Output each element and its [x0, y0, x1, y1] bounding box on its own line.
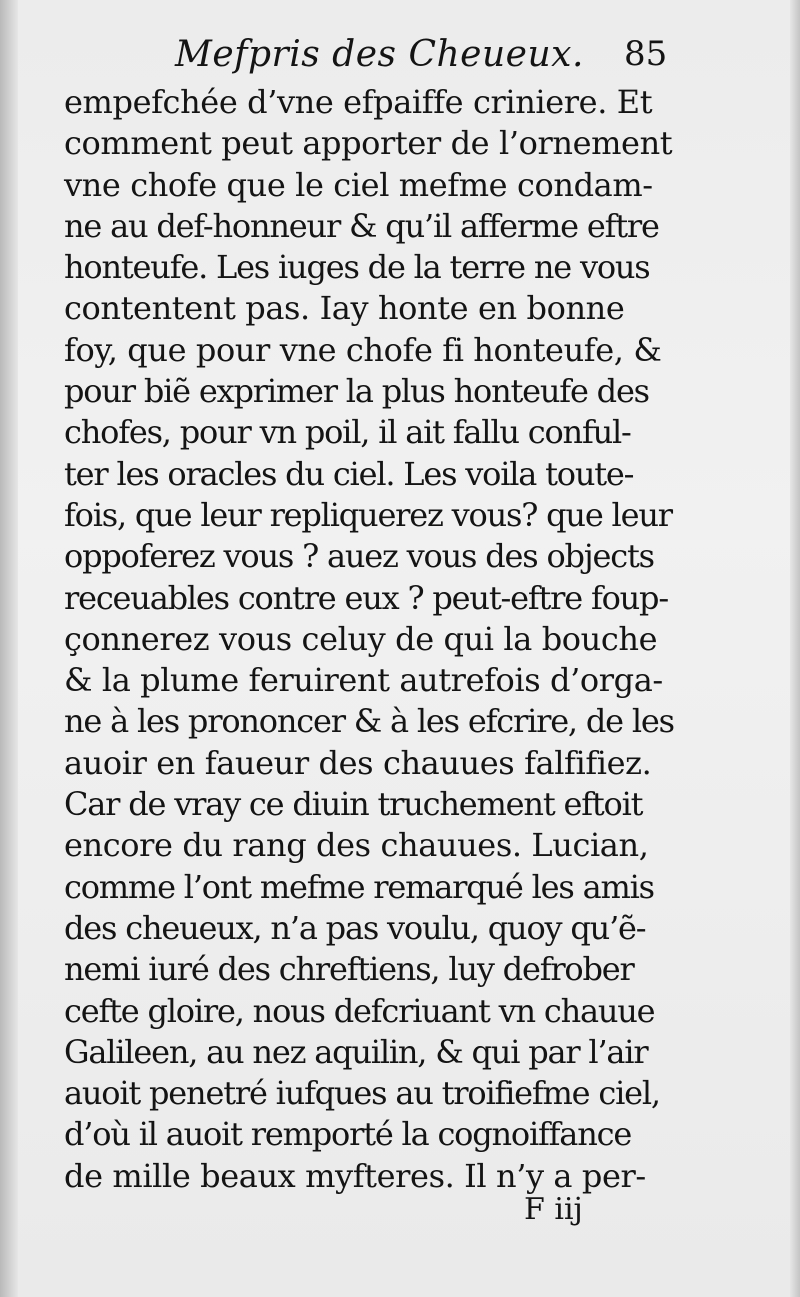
- text-line: vne chofe que le ciel mefme condam-: [64, 165, 653, 204]
- text-line: cefte gloire, nous defcriuant vn chauue: [64, 991, 655, 1030]
- running-title: Mefpris des Cheueux.: [175, 34, 584, 75]
- page-number: 85: [624, 34, 668, 74]
- text-line: empefchée d’vne efpaiffe criniere. Et: [64, 83, 653, 121]
- text-line: des cheueux, n’a pas voulu, quoy qu’ẽ-: [64, 908, 646, 947]
- text-line: ne à les prononcer & à les efcrire, de les: [64, 702, 674, 741]
- text-line: receuables contre eux ? peut-eftre foup-: [64, 578, 668, 617]
- text-line: comment peut apporter de l’ornement: [64, 124, 673, 163]
- text-line: çonnerez vous celuy de qui la bouche: [64, 619, 658, 658]
- text-line: Car de vray ce diuin truchement eftoit: [64, 785, 643, 824]
- text-line: oppoferez vous ? auez vous des objects: [64, 537, 654, 576]
- text-line: foy, que pour vne chofe fi honteufe, &: [64, 330, 662, 369]
- text-line: chofes, pour vn poil, il ait fallu conful-: [64, 413, 631, 452]
- text-line: encore du rang des chauues. Lucian,: [64, 826, 649, 865]
- text-line: de mille beaux myfteres. Il n’y a per-: [64, 1156, 646, 1195]
- text-line: fois, que leur repliquerez vous? que leur: [64, 495, 672, 534]
- body-text: [64, 82, 684, 1197]
- text-line: auoit penetré iufques au troifiefme ciel,: [64, 1074, 660, 1113]
- text-line: auoir en faueur des chauues falfifiez.: [64, 743, 652, 782]
- signature-mark: F iij: [524, 1192, 583, 1227]
- page-header: [0, 30, 800, 90]
- text-line: nemi iuré des chreftiens, luy defrober: [64, 950, 634, 989]
- text-line: pour biẽ exprimer la plus honteufe des: [64, 372, 649, 411]
- text-line: & la plume feruirent autrefois d’orga-: [64, 661, 663, 700]
- text-line: honteufe. Les iuges de la terre ne vous: [64, 248, 650, 287]
- page-outer-edge: [790, 0, 800, 1297]
- text-line: Galileen, au nez aquilin, & qui par l’air: [64, 1032, 648, 1071]
- page-binding-edge: [0, 0, 18, 1297]
- text-line: comme l’ont mefme remarqué les amis: [64, 867, 654, 906]
- text-line: ne au def-honneur & qu’il afferme eftre: [64, 206, 659, 245]
- text-line: ter les oracles du ciel. Les voila toute-: [64, 454, 634, 493]
- text-line: contentent pas. Iay honte en bonne: [64, 289, 625, 328]
- text-line: d’où il auoit remporté la cognoiffance: [64, 1115, 632, 1154]
